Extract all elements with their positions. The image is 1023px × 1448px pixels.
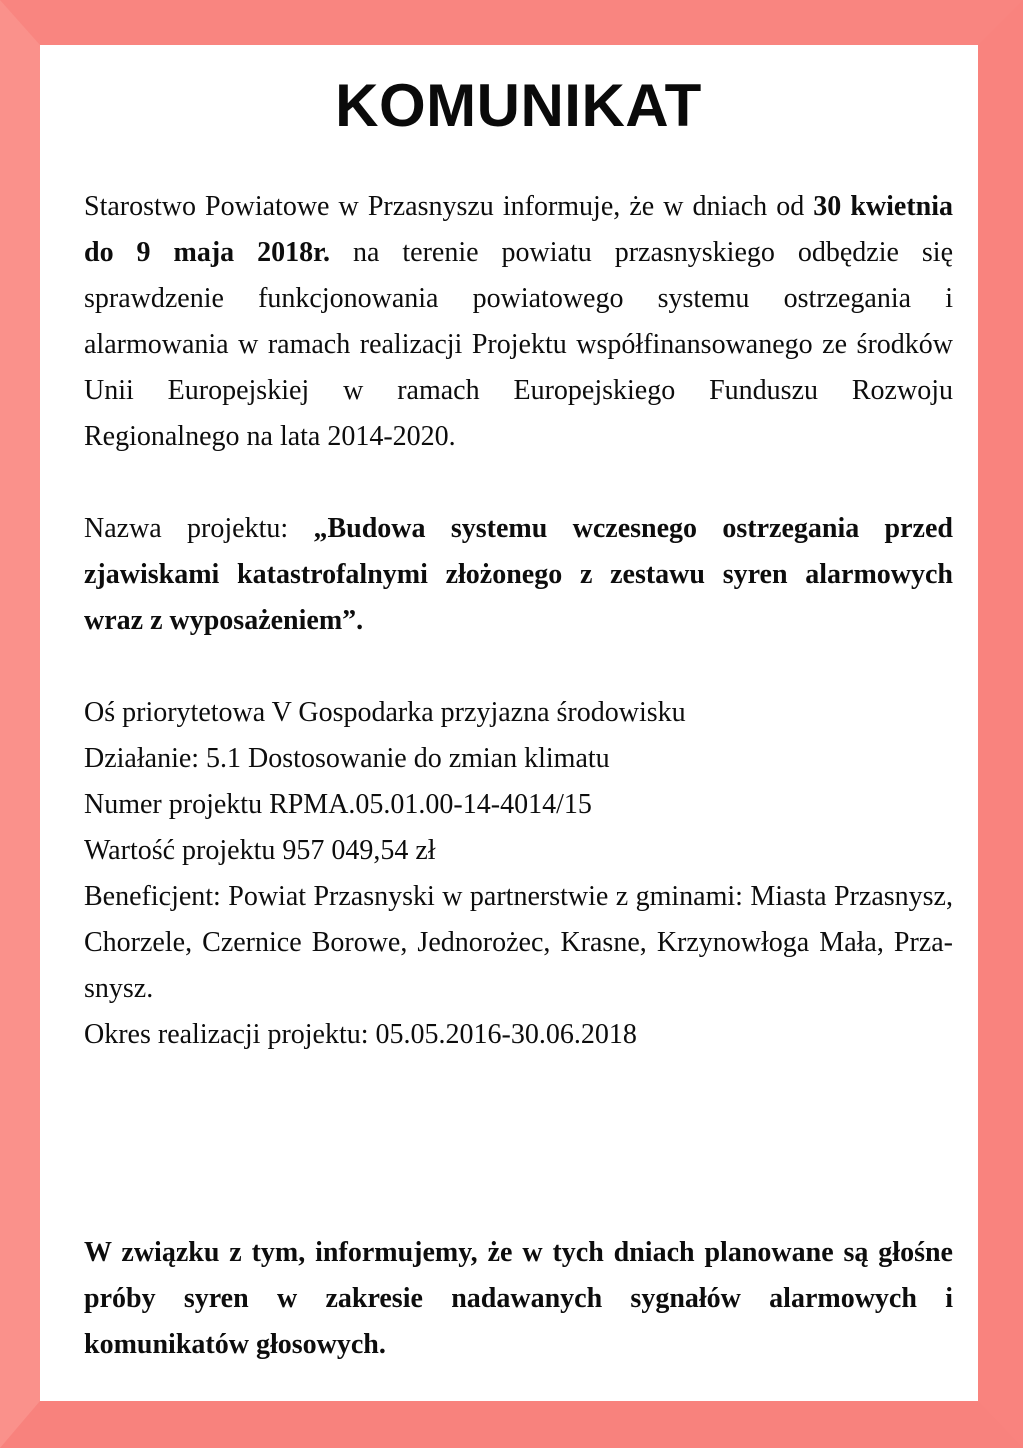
document-title: KOMUNIKAT xyxy=(335,72,702,139)
project-value-line xyxy=(84,828,953,874)
project-name-paragraph xyxy=(84,506,953,644)
project-number-line xyxy=(84,782,953,828)
document-body xyxy=(84,184,953,1368)
realization-period-line xyxy=(84,1012,953,1058)
intro-paragraph xyxy=(84,184,953,460)
realization-period-line-run: Okres realizacji projektu: 05.05.2016-30.06.2018 xyxy=(84,1019,637,1050)
intro-paragraph-run: na terenie powiatu przasnyskiego odbędzie się sprawdzenie funkcjonowania powiatowego systemu ostrzegania i alarmowania w ramach realizacji Projektu współfinansowanego ze środków Unii Europejskiej w ramach Europejskiego Funduszu Rozwoju Regionalnego na lata 2014-2020. xyxy=(84,237,953,452)
project-name-paragraph-bold-run: „Budowa systemu wczesnego ostrzegania przed zjawiskami katastrofalnymi złożonego z zestawu syren alarmowych wraz z wyposażeniem”. xyxy=(84,513,953,636)
closing-paragraph xyxy=(84,1230,953,1368)
document-sheet xyxy=(40,45,978,1401)
beneficiary-line xyxy=(84,874,953,1012)
action-line-run: Działanie: 5.1 Dostosowanie do zmian klimatu xyxy=(84,743,610,774)
intro-paragraph-bold-run: 30 kwietnia do 9 maja 2018r. xyxy=(84,191,953,268)
priority-axis-line-run: Oś priorytetowa V Gospodarka przyjazna środowisku xyxy=(84,697,686,728)
project-number-line-run: Numer projektu RPMA.05.01.00-14-4014/15 xyxy=(84,789,592,820)
action-line xyxy=(84,736,953,782)
priority-axis-line xyxy=(84,690,953,736)
project-name-paragraph-run: Nazwa projektu: xyxy=(84,513,314,544)
frame-bottom-highlight xyxy=(0,1444,1023,1448)
beneficiary-line-run: Beneficjent: Powiat Przasnyski w partnerstwie z gminami: Miasta Przasnysz, Chorzele, Czernice Borowe, Jednorożec, Krasne, Krzynowłoga Mała, Przasnysz. xyxy=(84,881,953,1004)
closing-paragraph-bold-run: W związku z tym, informujemy, że w tych dniach planowane są głośne próby syren w zakresie nadawanych sygnałów alarmowych i komunikatów głosowych. xyxy=(84,1237,953,1360)
intro-paragraph-run: Starostwo Powiatowe w Przasnyszu informuje, że w dniach od xyxy=(84,191,814,222)
project-value-line-run: Wartość projektu 957 049,54 zł xyxy=(84,835,436,866)
